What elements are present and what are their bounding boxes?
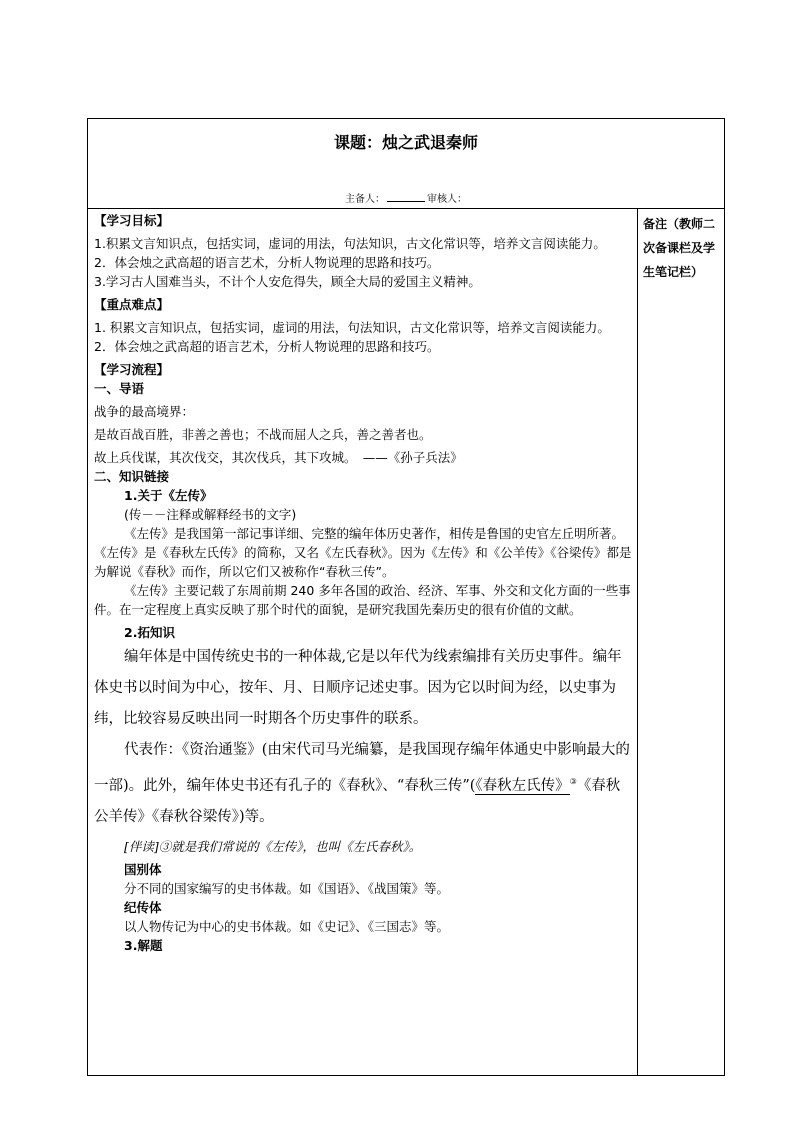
companion-note: [伴读]③就是我们常说的《左传》，也叫《左氏春秋》。 [124, 838, 422, 854]
rep-link: 《春秋左氏传》 [475, 777, 570, 794]
key-point-item: 1. 积累文言知识点，包括实词，虚词的用法，句法知识，古文化常识等，培养文言阅读能力。 [94, 320, 610, 335]
intro-line: 故上兵伐谋，其次伐交，其次伐兵，其下攻城。 ——《孙子兵法》 [94, 450, 463, 465]
zuozhuan-heading: 1.关于《左传》 [124, 488, 213, 503]
preparer-blank [387, 201, 425, 202]
header-divider [88, 208, 724, 209]
zuozhuan-paragraph: 《左传》主要记载了东周前期 240 多年各国的政治、经济、军事、外交和文化方面的一些事件。在一定程度上真实反映了那个时代的面貌，是研究我国先秦历史的很有价值的文献。 [94, 583, 631, 617]
representative-works [94, 735, 634, 833]
intro-heading: 一、导语 [94, 381, 145, 396]
key-points-heading: 【重点难点】 [94, 297, 170, 312]
goal-item: 2．体会烛之武高超的语言艺术，分析人物说理的思路和技巧。 [94, 255, 440, 270]
zuozhuan-paragraph: 《左传》是我国第一部记事详细、完整的编年体历史著作，相传是鲁国的史官左丘明所著。《左传》是《春秋左氏传》的简称，又名《左氏春秋》。因为《左传》和《公羊传》《谷梁传》都是为解说《春秋》而作，所以它们又被称作“春秋三传”。 [94, 526, 632, 579]
goal-item: 3.学习古人国难当头，不计个人安危得失，顾全大局的爱国主义精神。 [94, 274, 481, 289]
jizhuan-heading: 纪传体 [124, 899, 162, 915]
expand-paragraph: 编年体是中国传统史书的一种体裁,它是以年代为线索编排有关历史事件。编年体史书以时间为中心，按年、月、日顺序记述史事。因为它以时间为经，以史事为纬，比较容易反映出同一时期各个历史事件的联系。 [94, 649, 622, 727]
jizhuan-text: 以人物传记为中心的史书体裁。如《史记》、《三国志》等。 [124, 918, 450, 934]
links-heading: 二、知识链接 [94, 469, 170, 484]
preparer-line [88, 190, 724, 205]
key-point-item: 2．体会烛之武高超的语言艺术，分析人物说理的思路和技巧。 [94, 339, 440, 354]
rep-prefix: 代表作：《资治通鉴》(由宋代司马光编纂，是我国现存编年体通史中影响最大的一部)。此外，编年体史书还有孔子的《春秋》、“春秋三传”( [94, 742, 630, 794]
rep-footnote-mark: ③ [569, 777, 577, 786]
zuozhuan-note: (传－－注释或解释经书的文字) [124, 507, 297, 522]
expand-heading: 2.拓知识 [124, 625, 175, 640]
intro-line: 战争的最高境界： [94, 404, 195, 419]
goal-item: 1.积累文言知识点，包括实词，虚词的用法，句法知识，古文化常识等，培养文言阅读能力。 [94, 236, 606, 251]
preparer-label: 主备人： [345, 194, 385, 205]
notes-column: 备注（教师二次备课栏及学生笔记栏） [643, 217, 716, 279]
page-title: 课题：烛之武退秦师 [333, 133, 478, 152]
goals-heading: 【学习目标】 [94, 213, 170, 228]
lesson-plan-table [87, 118, 725, 1076]
guobie-text: 分不同的国家编写的史书体裁。如《国语》、《战国策》等。 [124, 880, 450, 896]
main-content [94, 211, 634, 955]
explain-heading: 3.解题 [124, 937, 163, 953]
flow-heading: 【学习流程】 [94, 362, 170, 377]
guobie-heading: 国别体 [124, 861, 162, 877]
column-divider [637, 208, 638, 1075]
reviewer-label: 审核人： [427, 194, 467, 205]
intro-line: 是故百战百胜，非善之善也；不战而屈人之兵，善之善者也。 [94, 427, 432, 442]
rep-suffix: 《春秋公羊传》《春秋谷梁传》)等。 [94, 777, 621, 825]
